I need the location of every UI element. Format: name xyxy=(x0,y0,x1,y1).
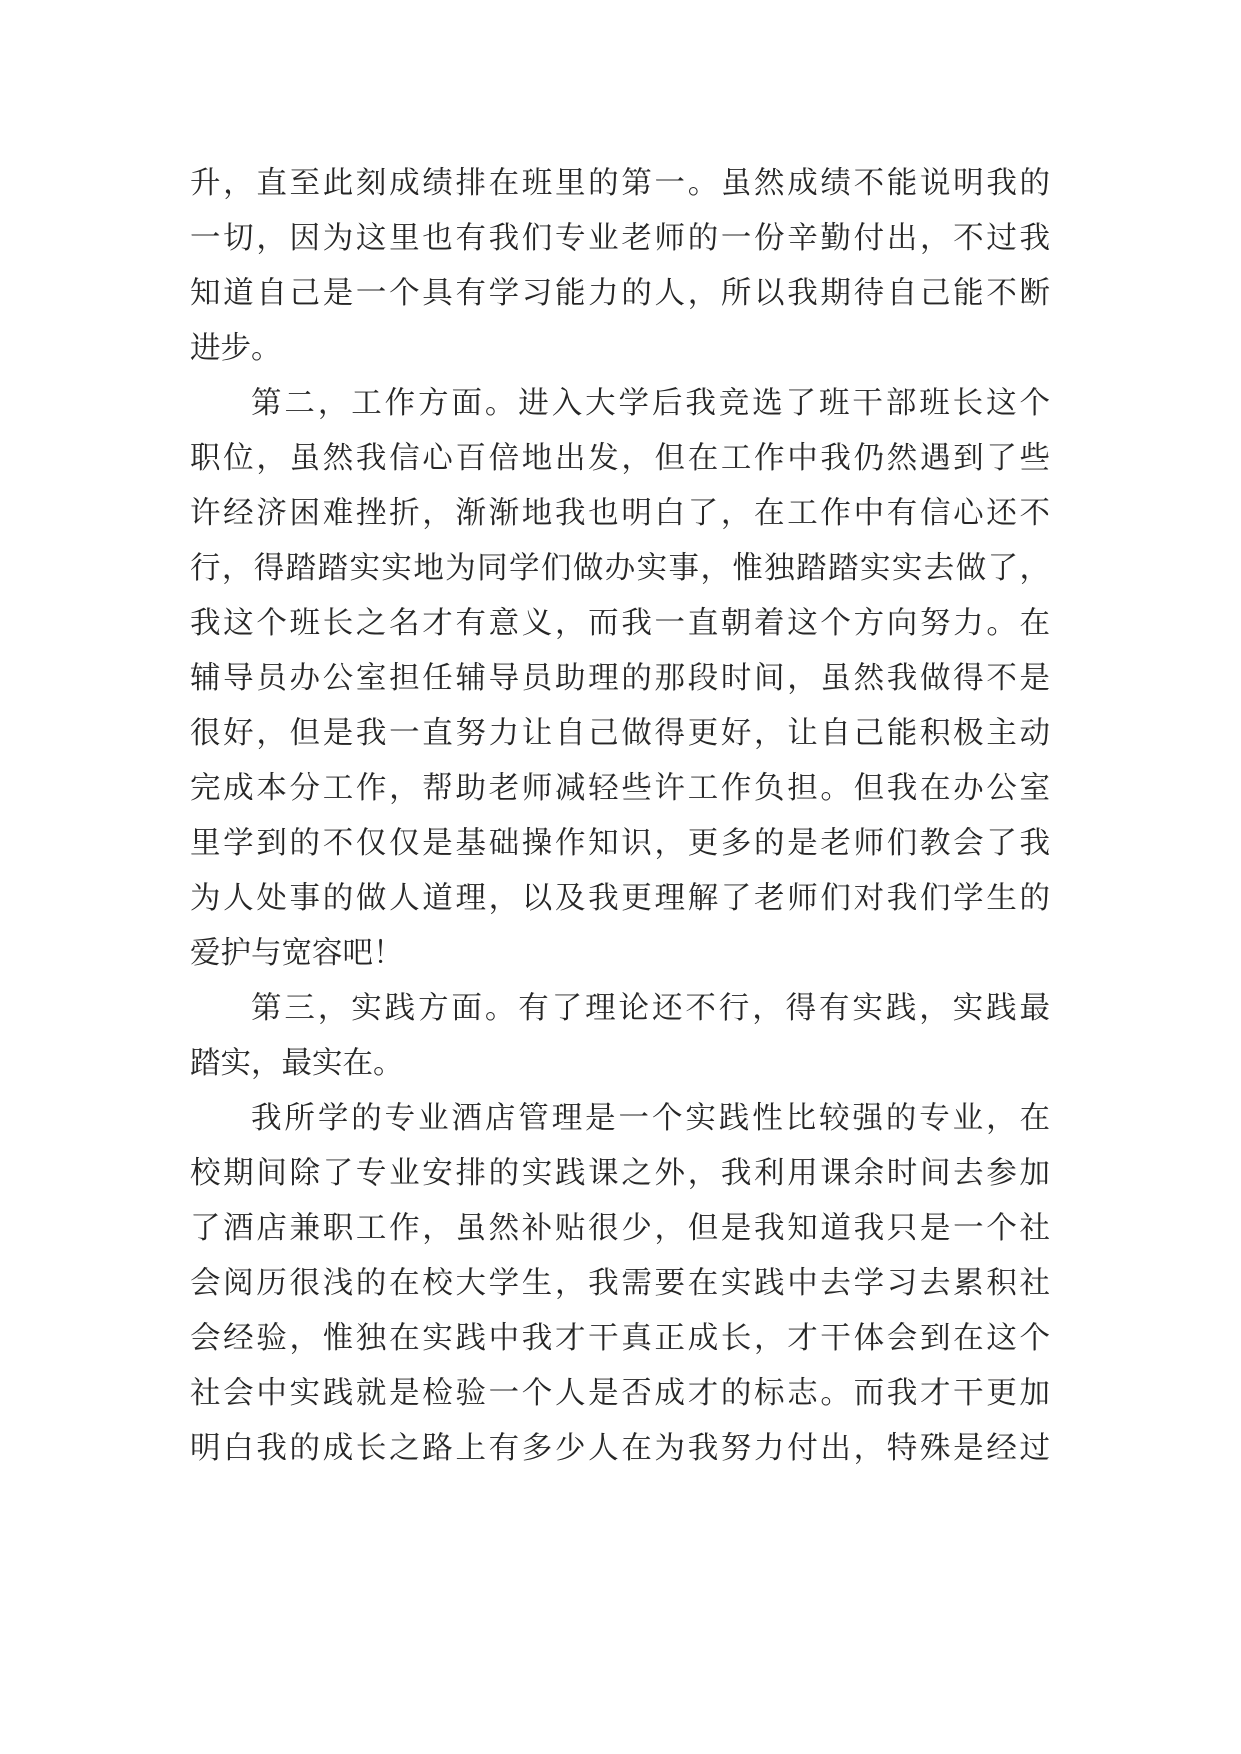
text-line: 明白我的成长之路上有多少人在为我努力付出，特殊是经过 xyxy=(190,1431,1050,1466)
text-line: 我所学的专业酒店管理是一个实践性比较强的专业，在 xyxy=(251,1101,1050,1136)
text-line: 许经济困难挫折，渐渐地我也明白了，在工作中有信心还不 xyxy=(190,496,1050,531)
text-line: 很好，但是我一直努力让自己做得更好，让自己能积极主动 xyxy=(190,716,1050,751)
text-line: 第三，实践方面。有了理论还不行，得有实践，实践最 xyxy=(251,991,1050,1026)
text-line: 一切，因为这里也有我们专业老师的一份辛勤付出，不过我 xyxy=(190,221,1050,256)
text-line: 为人处事的做人道理，以及我更理解了老师们对我们学生的 xyxy=(190,881,1050,916)
text-line: 升，直至此刻成绩排在班里的第一。虽然成绩不能说明我的 xyxy=(190,166,1050,201)
text-line: 了酒店兼职工作，虽然补贴很少，但是我知道我只是一个社 xyxy=(190,1211,1050,1246)
text-line: 社会中实践就是检验一个人是否成才的标志。而我才干更加 xyxy=(190,1376,1050,1411)
text-line: 里学到的不仅仅是基础操作知识，更多的是老师们教会了我 xyxy=(190,826,1050,861)
text-line: 踏实，最实在。 xyxy=(190,1046,404,1081)
text-line: 爱护与宽容吧！ xyxy=(190,936,404,971)
text-line: 行，得踏踏实实地为同学们做办实事，惟独踏踏实实去做了， xyxy=(190,551,1050,586)
text-line: 第二，工作方面。进入大学后我竞选了班干部班长这个 xyxy=(251,386,1050,421)
text-line: 校期间除了专业安排的实践课之外，我利用课余时间去参加 xyxy=(190,1156,1050,1191)
text-line: 进步。 xyxy=(190,331,282,366)
body-text xyxy=(190,156,1050,1476)
text-line: 职位，虽然我信心百倍地出发，但在工作中我仍然遇到了些 xyxy=(190,441,1050,476)
text-line: 会阅历很浅的在校大学生，我需要在实践中去学习去累积社 xyxy=(190,1266,1050,1301)
text-line: 会经验，惟独在实践中我才干真正成长，才干体会到在这个 xyxy=(190,1321,1050,1356)
text-line: 完成本分工作，帮助老师减轻些许工作负担。但我在办公室 xyxy=(190,771,1050,806)
text-line: 知道自己是一个具有学习能力的人，所以我期待自己能不断 xyxy=(190,276,1050,311)
text-line: 辅导员办公室担任辅导员助理的那段时间，虽然我做得不是 xyxy=(190,661,1050,696)
text-line: 我这个班长之名才有意义，而我一直朝着这个方向努力。在 xyxy=(190,606,1050,641)
